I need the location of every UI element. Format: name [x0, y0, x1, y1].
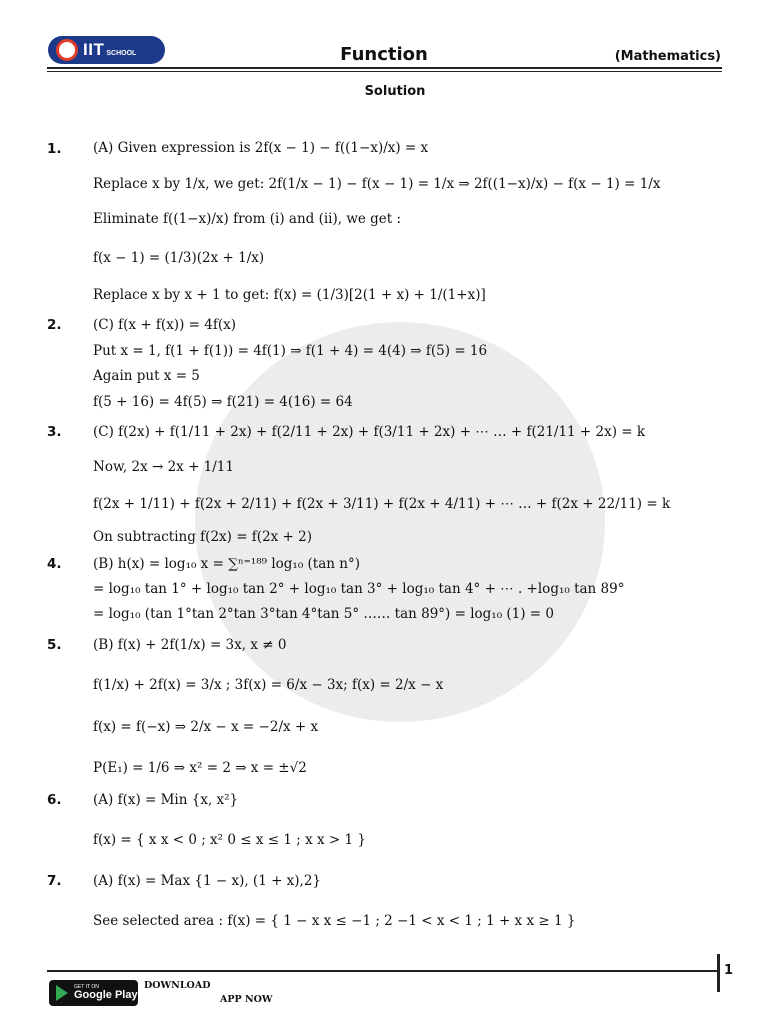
logo-text: IIT: [83, 40, 105, 59]
solution-line: f(x − 1) = (1/3)(2x + 1/x): [93, 250, 265, 266]
footer-vertical-rule: [717, 954, 720, 992]
question-number: 1.: [47, 141, 62, 157]
solution-line: P(E₁) = 1/6 ⇒ x² = 2 ⇒ x = ±√2: [93, 760, 307, 776]
footer-rule: [47, 970, 719, 972]
page-number: 1: [724, 963, 734, 978]
solution-line: Put x = 1, f(1 + f(1)) = 4f(1) ⇒ f(1 + 4) = 4(4) ⇒ f(5) = 16: [93, 343, 488, 359]
solution-line: See selected area : f(x) = { 1 − x x ≤ −1 ; 2 −1 < x < 1 ; 1 + x x ≥ 1 }: [93, 913, 576, 929]
page-title: Function: [340, 44, 428, 65]
solution-line: Again put x = 5: [93, 368, 200, 384]
solution-line: (B) f(x) + 2f(1/x) = 3x, x ≠ 0: [93, 637, 287, 653]
solution-line: (A) f(x) = Max {1 − x), (1 + x),2}: [93, 873, 322, 889]
solution-line: f(x) = f(−x) ⇒ 2/x − x = −2/x + x: [93, 719, 319, 735]
solution-line: Replace x by 1/x, we get: 2f(1/x − 1) − f(x − 1) = 1/x ⇒ 2f((1−x)/x) − f(x − 1) = 1/x: [93, 176, 661, 192]
play-store-icon: [56, 985, 68, 1001]
header-rule: [47, 67, 722, 69]
app-now-label: APP NOW: [220, 994, 273, 1005]
background-watermark-circle: [195, 322, 605, 722]
question-number: 7.: [47, 873, 62, 889]
download-label: DOWNLOAD: [144, 980, 211, 991]
logo-subtext: SCHOOL: [106, 49, 137, 57]
google-play-button[interactable]: [49, 980, 138, 1006]
solution-line: Eliminate f((1−x)/x) from (i) and (ii), we get :: [93, 211, 402, 227]
solution-line: (C) f(x + f(x)) = 4f(x): [93, 317, 236, 333]
solution-line: (A) f(x) = Min {x, x²}: [93, 792, 239, 808]
question-number: 3.: [47, 424, 62, 440]
subject-label: (Mathematics): [614, 49, 721, 64]
solution-line: = log₁₀ tan 1° + log₁₀ tan 2° + log₁₀ tan 3° + log₁₀ tan 4° + ⋯ . +log₁₀ tan 89°: [93, 581, 625, 597]
question-number: 4.: [47, 556, 62, 572]
google-play-small-text: GET IT ON: [74, 984, 99, 990]
question-number: 5.: [47, 637, 62, 653]
solution-line: (B) h(x) = log₁₀ x = ∑ⁿ⁼¹⁸⁹ log₁₀ (tan n°): [93, 556, 360, 572]
solution-line: On subtracting f(2x) = f(2x + 2): [93, 529, 313, 545]
solution-line: (A) Given expression is 2f(x − 1) − f((1−x)/x) = x: [93, 140, 429, 156]
solution-line: f(5 + 16) = 4f(5) ⇒ f(21) = 4(16) = 64: [93, 394, 353, 410]
google-play-label: Google Play: [74, 989, 138, 1001]
solution-line: Replace x by x + 1 to get: f(x) = (1/3)[2(1 + x) + 1/(1+x)]: [93, 287, 486, 303]
solution-line: = log₁₀ (tan 1°tan 2°tan 3°tan 4°tan 5° …… tan 89°) = log₁₀ (1) = 0: [93, 606, 555, 622]
solution-line: f(2x + 1/11) + f(2x + 2/11) + f(2x + 3/11) + f(2x + 4/11) + ⋯ … + f(2x + 22/11) = k: [93, 496, 671, 512]
question-number: 6.: [47, 792, 62, 808]
solution-line: f(x) = { x x < 0 ; x² 0 ≤ x ≤ 1 ; x x > 1 }: [93, 832, 366, 848]
header-rule-thin: [47, 71, 722, 72]
solution-line: f(1/x) + 2f(x) = 3/x ; 3f(x) = 6/x − 3x; f(x) = 2/x − x: [93, 677, 444, 693]
solution-line: Now, 2x → 2x + 1/11: [93, 459, 234, 475]
solution-line: (C) f(2x) + f(1/11 + 2x) + f(2/11 + 2x) + f(3/11 + 2x) + ⋯ … + f(21/11 + 2x) = k: [93, 424, 646, 440]
question-number: 2.: [47, 317, 62, 333]
solution-heading: Solution: [364, 84, 426, 99]
